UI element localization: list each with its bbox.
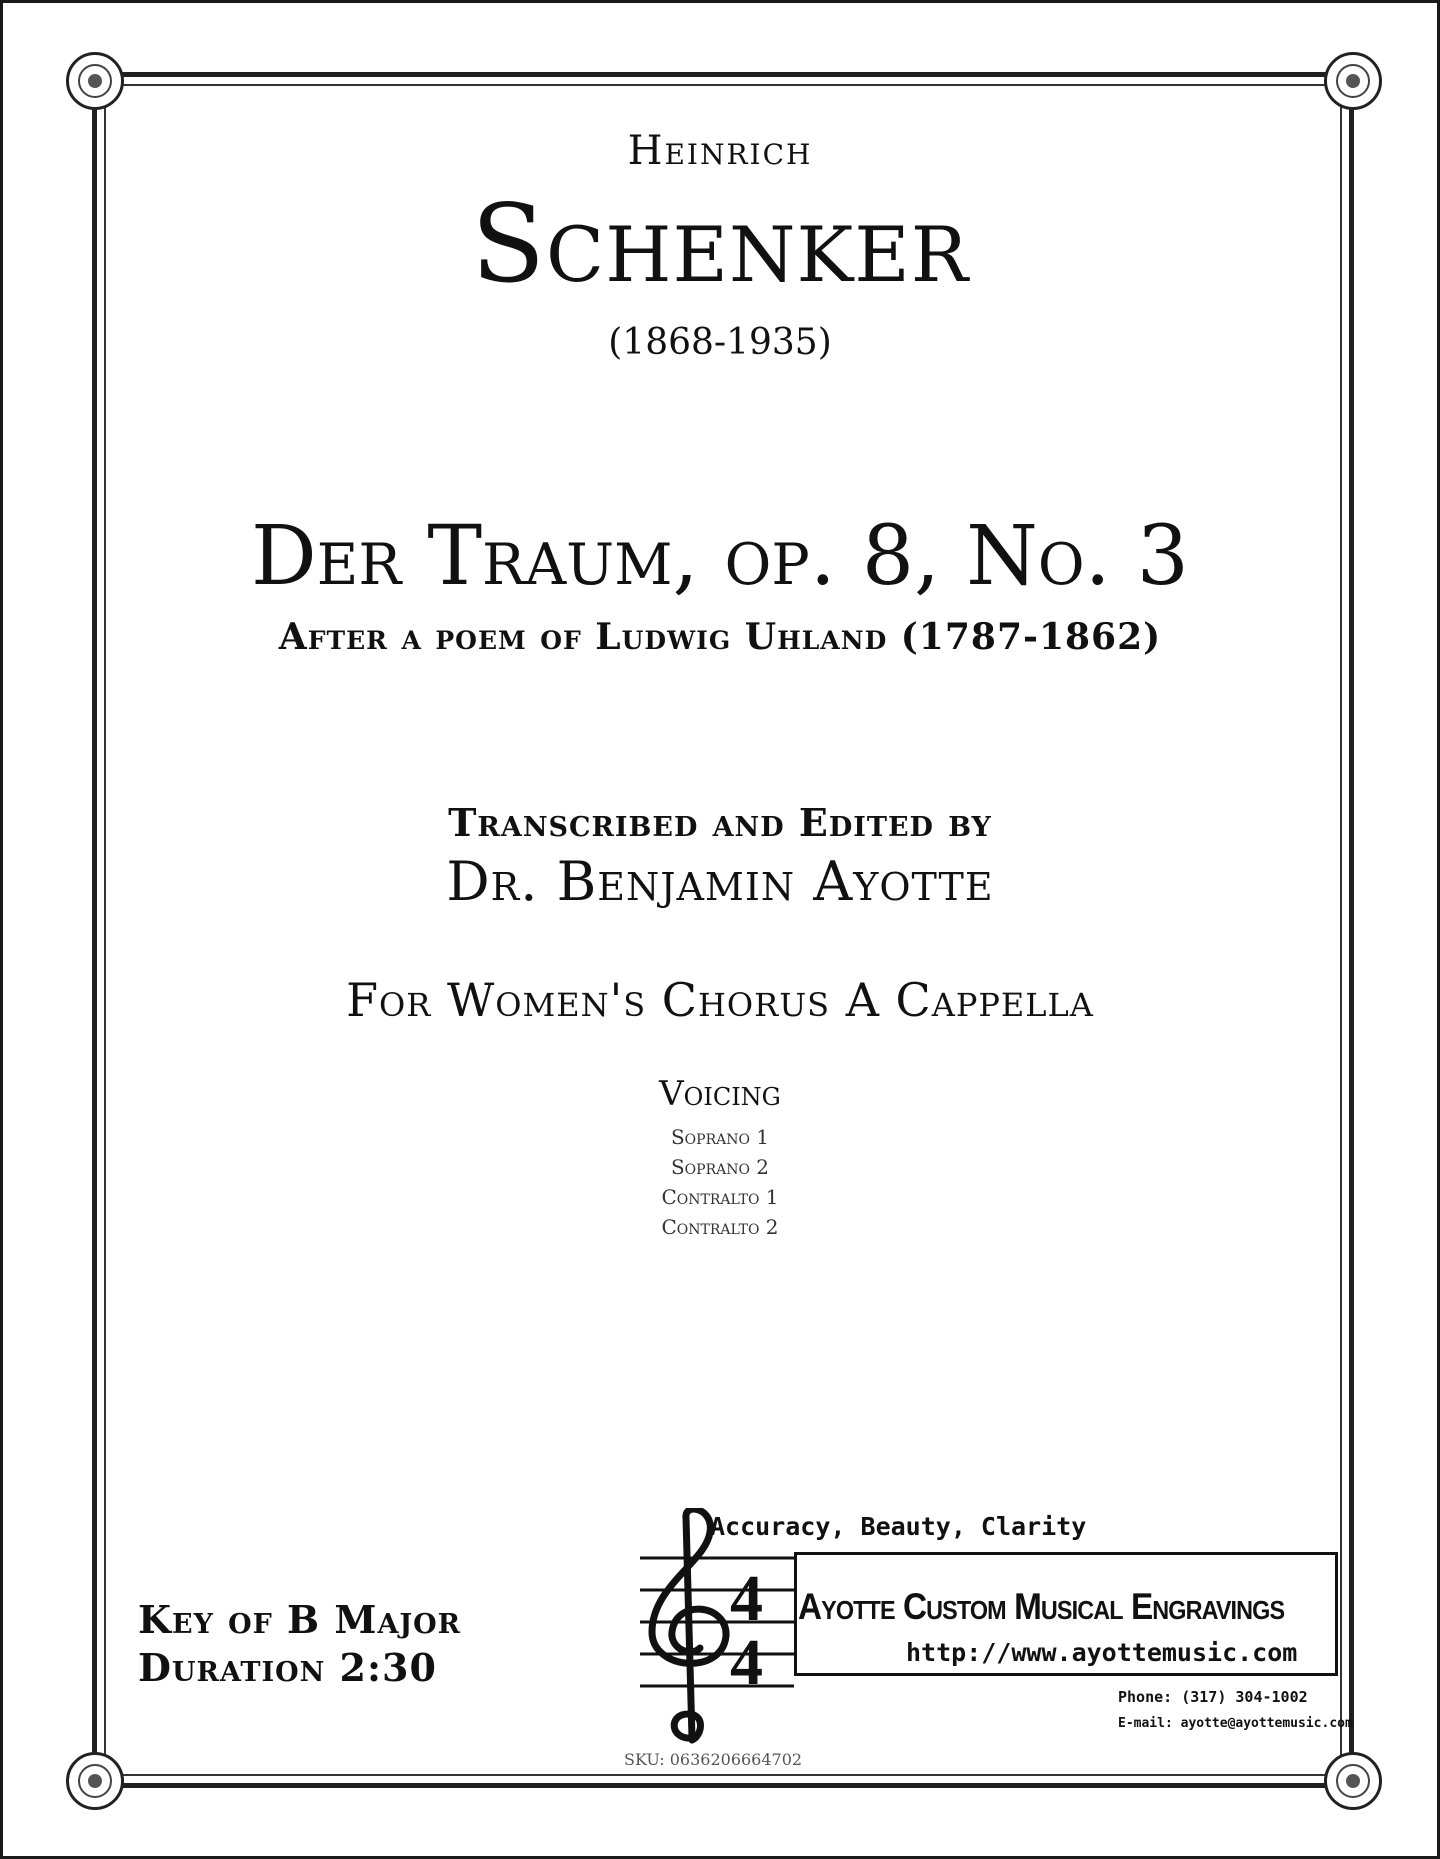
voicing-list [110, 1122, 1330, 1242]
editor-name: Dr. Benjamin Ayotte [446, 850, 994, 913]
staff-lines-icon [640, 1558, 794, 1686]
voicing-part: Contralto 2 [661, 1215, 779, 1239]
key-info [138, 1596, 461, 1692]
publisher-email: E-mail: ayotte@ayottemusic.com [1118, 1716, 1353, 1731]
corner-ornament-icon [66, 1752, 124, 1810]
work-title: Der Traum, op. 8, No. 3 [251, 509, 1189, 604]
treble-clef-icon [652, 1509, 726, 1740]
publisher-company: Ayotte Custom Musical Engravings [798, 1586, 1285, 1627]
time-signature-bottom: 4 [730, 1626, 763, 1699]
composer-first-name: Heinrich [627, 128, 813, 174]
credit-label: Transcribed and Edited by [448, 800, 992, 845]
corner-ornament-icon [66, 52, 124, 110]
composer-last-name: Schenker [471, 182, 969, 307]
corner-ornament-icon [1324, 52, 1382, 110]
scoring-line: For Women's Chorus A Cappella [346, 973, 1094, 1027]
sku-number: SKU: 0636206664702 [624, 1750, 803, 1769]
key-label: Key of B Major [138, 1597, 462, 1642]
publisher-phone: Phone: (317) 304-1002 [1118, 1688, 1308, 1706]
publisher-tagline: Accuracy, Beauty, Clarity [710, 1512, 1087, 1541]
voicing-part: Soprano 2 [670, 1155, 770, 1179]
work-subtitle: After a poem of Ludwig Uhland (1787-1862) [278, 616, 1162, 658]
duration-label: Duration 2:30 [138, 1645, 437, 1690]
voicing-part: Soprano 1 [670, 1125, 770, 1149]
voicing-heading: Voicing [659, 1074, 781, 1114]
publisher-url[interactable]: http://www.ayottemusic.com [906, 1638, 1298, 1667]
composer-dates: (1868-1935) [608, 322, 832, 363]
time-signature-top: 4 [730, 1562, 763, 1635]
voicing-part: Contralto 1 [661, 1185, 779, 1209]
